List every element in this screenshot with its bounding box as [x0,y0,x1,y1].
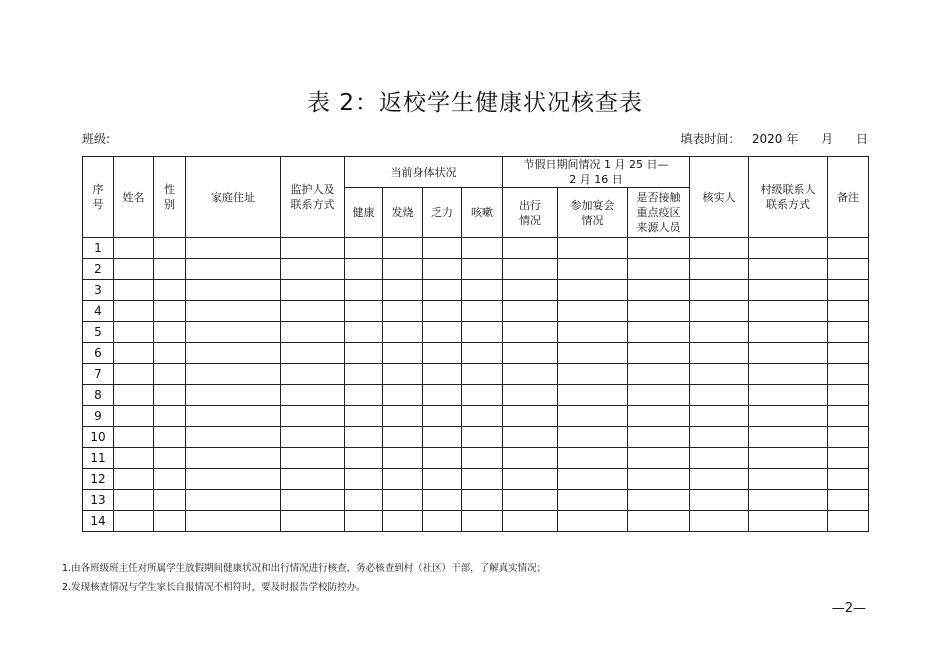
header-health-group: 当前身体状况 [345,157,503,188]
header-holiday-group: 节假日期间情况 1 月 25 日— 2 月 16 日 [503,157,690,188]
header-travel: 出行 情况 [503,188,558,238]
table-row [83,406,869,427]
table-cell[interactable] [628,448,690,469]
table-cell[interactable] [828,364,869,385]
table-cell[interactable] [503,343,558,364]
table-cell[interactable] [503,490,558,511]
table-cell[interactable] [749,427,828,448]
table-cell[interactable] [423,490,462,511]
table-cell[interactable] [462,511,503,532]
table-cell[interactable] [749,511,828,532]
table-row [83,385,869,406]
table-cell[interactable] [345,364,383,385]
table-cell[interactable] [558,238,628,259]
table-cell[interactable] [749,280,828,301]
table-cell[interactable] [423,259,462,280]
table-cell[interactable] [423,385,462,406]
table-cell[interactable] [281,322,345,343]
table-row [83,238,869,259]
table-cell[interactable] [186,469,281,490]
table-cell[interactable] [828,427,869,448]
table-cell[interactable] [503,406,558,427]
table-cell[interactable] [558,406,628,427]
table-cell[interactable] [628,238,690,259]
table-cell[interactable] [558,385,628,406]
table-cell[interactable] [345,259,383,280]
table-cell[interactable] [114,448,154,469]
table-cell[interactable] [114,490,154,511]
table-row [83,448,869,469]
table-cell[interactable] [558,448,628,469]
table-cell[interactable] [383,301,423,322]
header-verifier: 核实人 [690,157,749,238]
table-cell[interactable] [503,511,558,532]
table-cell[interactable] [462,385,503,406]
header-fever: 发烧 [383,188,423,238]
table-cell[interactable] [154,301,186,322]
row-number: 13 [83,490,114,511]
table-cell[interactable] [503,322,558,343]
table-cell[interactable] [558,511,628,532]
table-cell[interactable] [423,427,462,448]
table-row [83,259,869,280]
table-cell[interactable] [628,490,690,511]
table-cell[interactable] [462,406,503,427]
table-cell[interactable] [186,406,281,427]
table-cell[interactable] [154,469,186,490]
table-cell[interactable] [423,343,462,364]
table-cell[interactable] [186,238,281,259]
table-cell[interactable] [383,259,423,280]
table-cell[interactable] [749,364,828,385]
table-cell[interactable] [186,364,281,385]
table-row [83,322,869,343]
table-cell[interactable] [462,322,503,343]
table-cell[interactable] [114,469,154,490]
header-gender: 性 别 [154,157,186,238]
table-cell[interactable] [345,280,383,301]
table-row [83,469,869,490]
table-cell[interactable] [690,490,749,511]
table-row [83,343,869,364]
table-cell[interactable] [462,364,503,385]
table-cell[interactable] [503,238,558,259]
table-cell[interactable] [345,448,383,469]
table-cell[interactable] [462,259,503,280]
table-cell[interactable] [462,469,503,490]
table-cell[interactable] [154,364,186,385]
table-cell[interactable] [749,448,828,469]
table-cell[interactable] [628,343,690,364]
class-label: 班级: [82,132,111,146]
table-cell[interactable] [690,280,749,301]
row-number: 10 [83,427,114,448]
table-row [83,364,869,385]
table-cell[interactable] [345,343,383,364]
table-cell[interactable] [828,280,869,301]
table-cell[interactable] [186,511,281,532]
table-cell[interactable] [114,385,154,406]
table-cell[interactable] [828,406,869,427]
table-cell[interactable] [690,469,749,490]
table-cell[interactable] [383,511,423,532]
table-cell[interactable] [154,385,186,406]
table-cell[interactable] [690,385,749,406]
table-cell[interactable] [186,280,281,301]
table-cell[interactable] [154,490,186,511]
table-cell[interactable] [114,280,154,301]
row-number: 5 [83,322,114,343]
table-cell[interactable] [558,280,628,301]
table-row [83,280,869,301]
table-cell[interactable] [628,469,690,490]
table-cell[interactable] [503,469,558,490]
table-cell[interactable] [345,238,383,259]
table-cell[interactable] [558,322,628,343]
table-cell[interactable] [423,322,462,343]
table-cell[interactable] [828,448,869,469]
header-name: 姓名 [114,157,154,238]
table-cell[interactable] [281,448,345,469]
table-cell[interactable] [462,301,503,322]
table-cell[interactable] [423,301,462,322]
header-healthy: 健康 [345,188,383,238]
table-cell[interactable] [154,238,186,259]
table-cell[interactable] [558,427,628,448]
table-cell[interactable] [186,385,281,406]
row-number: 1 [83,238,114,259]
table-cell[interactable] [345,469,383,490]
table-cell[interactable] [503,364,558,385]
table-cell[interactable] [281,343,345,364]
table-cell[interactable] [628,259,690,280]
table-cell[interactable] [114,259,154,280]
table-cell[interactable] [462,490,503,511]
table-cell[interactable] [628,280,690,301]
table-cell[interactable] [690,301,749,322]
table-cell[interactable] [114,427,154,448]
table-cell[interactable] [749,238,828,259]
table-cell[interactable] [186,259,281,280]
row-number: 8 [83,385,114,406]
table-cell[interactable] [154,427,186,448]
table-cell[interactable] [828,259,869,280]
table-cell[interactable] [281,427,345,448]
header-contact-epidemic: 是否接触 重点疫区 来源人员 [628,188,690,238]
table-cell[interactable] [281,238,345,259]
table-cell[interactable] [154,322,186,343]
table-row [83,490,869,511]
table-cell[interactable] [281,364,345,385]
table-cell[interactable] [628,427,690,448]
table-cell[interactable] [186,427,281,448]
table-cell[interactable] [114,343,154,364]
table-cell[interactable] [462,280,503,301]
row-number: 9 [83,406,114,427]
table-cell[interactable] [828,490,869,511]
table-cell[interactable] [345,301,383,322]
table-cell[interactable] [383,343,423,364]
table-cell[interactable] [558,364,628,385]
table-cell[interactable] [690,364,749,385]
header-index: 序 号 [83,157,114,238]
table-cell[interactable] [281,406,345,427]
table-cell[interactable] [558,469,628,490]
table-cell[interactable] [690,238,749,259]
table-cell[interactable] [558,301,628,322]
table-cell[interactable] [423,406,462,427]
table-cell[interactable] [114,511,154,532]
table-cell[interactable] [462,448,503,469]
row-number: 12 [83,469,114,490]
table-cell[interactable] [503,280,558,301]
table-cell[interactable] [154,448,186,469]
table-cell[interactable] [114,364,154,385]
table-cell[interactable] [749,322,828,343]
header-address: 家庭住址 [186,157,281,238]
table-cell[interactable] [628,406,690,427]
table-cell[interactable] [749,490,828,511]
table-cell[interactable] [281,469,345,490]
table-cell[interactable] [503,427,558,448]
table-cell[interactable] [749,343,828,364]
table-cell[interactable] [828,385,869,406]
table-cell[interactable] [281,490,345,511]
footnote-1: 1.由各班级班主任对所属学生放假期间健康状况和出行情况进行核查，务必核查到村（社区）干部，了解真实情况； [62,563,547,574]
table-cell[interactable] [281,385,345,406]
header-guardian: 监护人及 联系方式 [281,157,345,238]
row-number: 3 [83,280,114,301]
table-cell[interactable] [558,343,628,364]
table-cell[interactable] [628,385,690,406]
table-cell[interactable] [114,406,154,427]
table-cell[interactable] [628,301,690,322]
table-cell[interactable] [828,511,869,532]
table-cell[interactable] [828,238,869,259]
table-cell[interactable] [383,322,423,343]
table-cell[interactable] [828,322,869,343]
header-fatigue: 乏力 [423,188,462,238]
page-number: —2— [831,601,866,616]
table-cell[interactable] [114,322,154,343]
table-cell[interactable] [423,469,462,490]
table-cell[interactable] [749,406,828,427]
table-cell[interactable] [186,343,281,364]
header-village-contact: 村级联系人 联系方式 [749,157,828,238]
row-number: 2 [83,259,114,280]
table-cell[interactable] [281,259,345,280]
table-cell[interactable] [383,469,423,490]
header-cough: 咳嗽 [462,188,503,238]
row-number: 11 [83,448,114,469]
table-cell[interactable] [628,511,690,532]
table-cell[interactable] [186,448,281,469]
header-remarks: 备注 [828,157,869,238]
table-cell[interactable] [383,406,423,427]
footnote-2: 2.发现核查情况与学生家长自报情况不相符时，要及时报告学校防控办。 [62,582,366,593]
table-cell[interactable] [114,238,154,259]
table-cell[interactable] [154,511,186,532]
table-cell[interactable] [186,301,281,322]
table-cell[interactable] [281,301,345,322]
table-cell[interactable] [154,406,186,427]
table-cell[interactable] [749,385,828,406]
table-cell[interactable] [345,490,383,511]
health-check-table [82,156,869,532]
table-cell[interactable] [503,301,558,322]
table-cell[interactable] [423,511,462,532]
table-cell[interactable] [383,427,423,448]
table-cell[interactable] [154,259,186,280]
table-cell[interactable] [628,364,690,385]
table-cell[interactable] [345,385,383,406]
table-cell[interactable] [423,364,462,385]
table-cell[interactable] [503,259,558,280]
table-cell[interactable] [828,301,869,322]
table-cell[interactable] [154,343,186,364]
table-cell[interactable] [690,427,749,448]
row-number: 7 [83,364,114,385]
table-cell[interactable] [503,385,558,406]
header-banquet: 参加宴会 情况 [558,188,628,238]
row-number: 14 [83,511,114,532]
table-cell[interactable] [749,469,828,490]
table-cell[interactable] [690,259,749,280]
table-cell[interactable] [383,385,423,406]
table-cell[interactable] [281,280,345,301]
row-number: 4 [83,301,114,322]
table-cell[interactable] [462,238,503,259]
table-cell[interactable] [186,322,281,343]
table-cell[interactable] [383,448,423,469]
table-cell[interactable] [828,469,869,490]
table-cell[interactable] [345,427,383,448]
table-cell[interactable] [345,511,383,532]
table-cell[interactable] [383,364,423,385]
table-cell[interactable] [628,322,690,343]
table-cell[interactable] [749,301,828,322]
table-body [83,238,869,532]
table-cell[interactable] [828,343,869,364]
table-cell[interactable] [383,238,423,259]
table-cell[interactable] [186,490,281,511]
table-cell[interactable] [558,490,628,511]
table-cell[interactable] [383,280,423,301]
table-cell[interactable] [423,280,462,301]
table-cell[interactable] [690,322,749,343]
table-cell[interactable] [558,259,628,280]
table-row [83,511,869,532]
table-cell[interactable] [281,511,345,532]
table-cell[interactable] [749,259,828,280]
table-cell[interactable] [345,322,383,343]
table-cell[interactable] [114,301,154,322]
table-cell[interactable] [503,448,558,469]
table-cell[interactable] [690,343,749,364]
table-cell[interactable] [423,448,462,469]
row-number: 6 [83,343,114,364]
table-cell[interactable] [462,343,503,364]
table-cell[interactable] [462,427,503,448]
table-cell[interactable] [690,511,749,532]
table-cell[interactable] [690,406,749,427]
table-cell[interactable] [423,238,462,259]
table-cell[interactable] [154,280,186,301]
table-row [83,301,869,322]
table-cell[interactable] [690,448,749,469]
table-cell[interactable] [383,490,423,511]
table-cell[interactable] [345,406,383,427]
document-title: 表 2：返校学生健康状况核查表 [307,90,643,116]
table-row [83,427,869,448]
fill-date-label: 填表时间： 2020 年 月 日 [680,132,868,146]
